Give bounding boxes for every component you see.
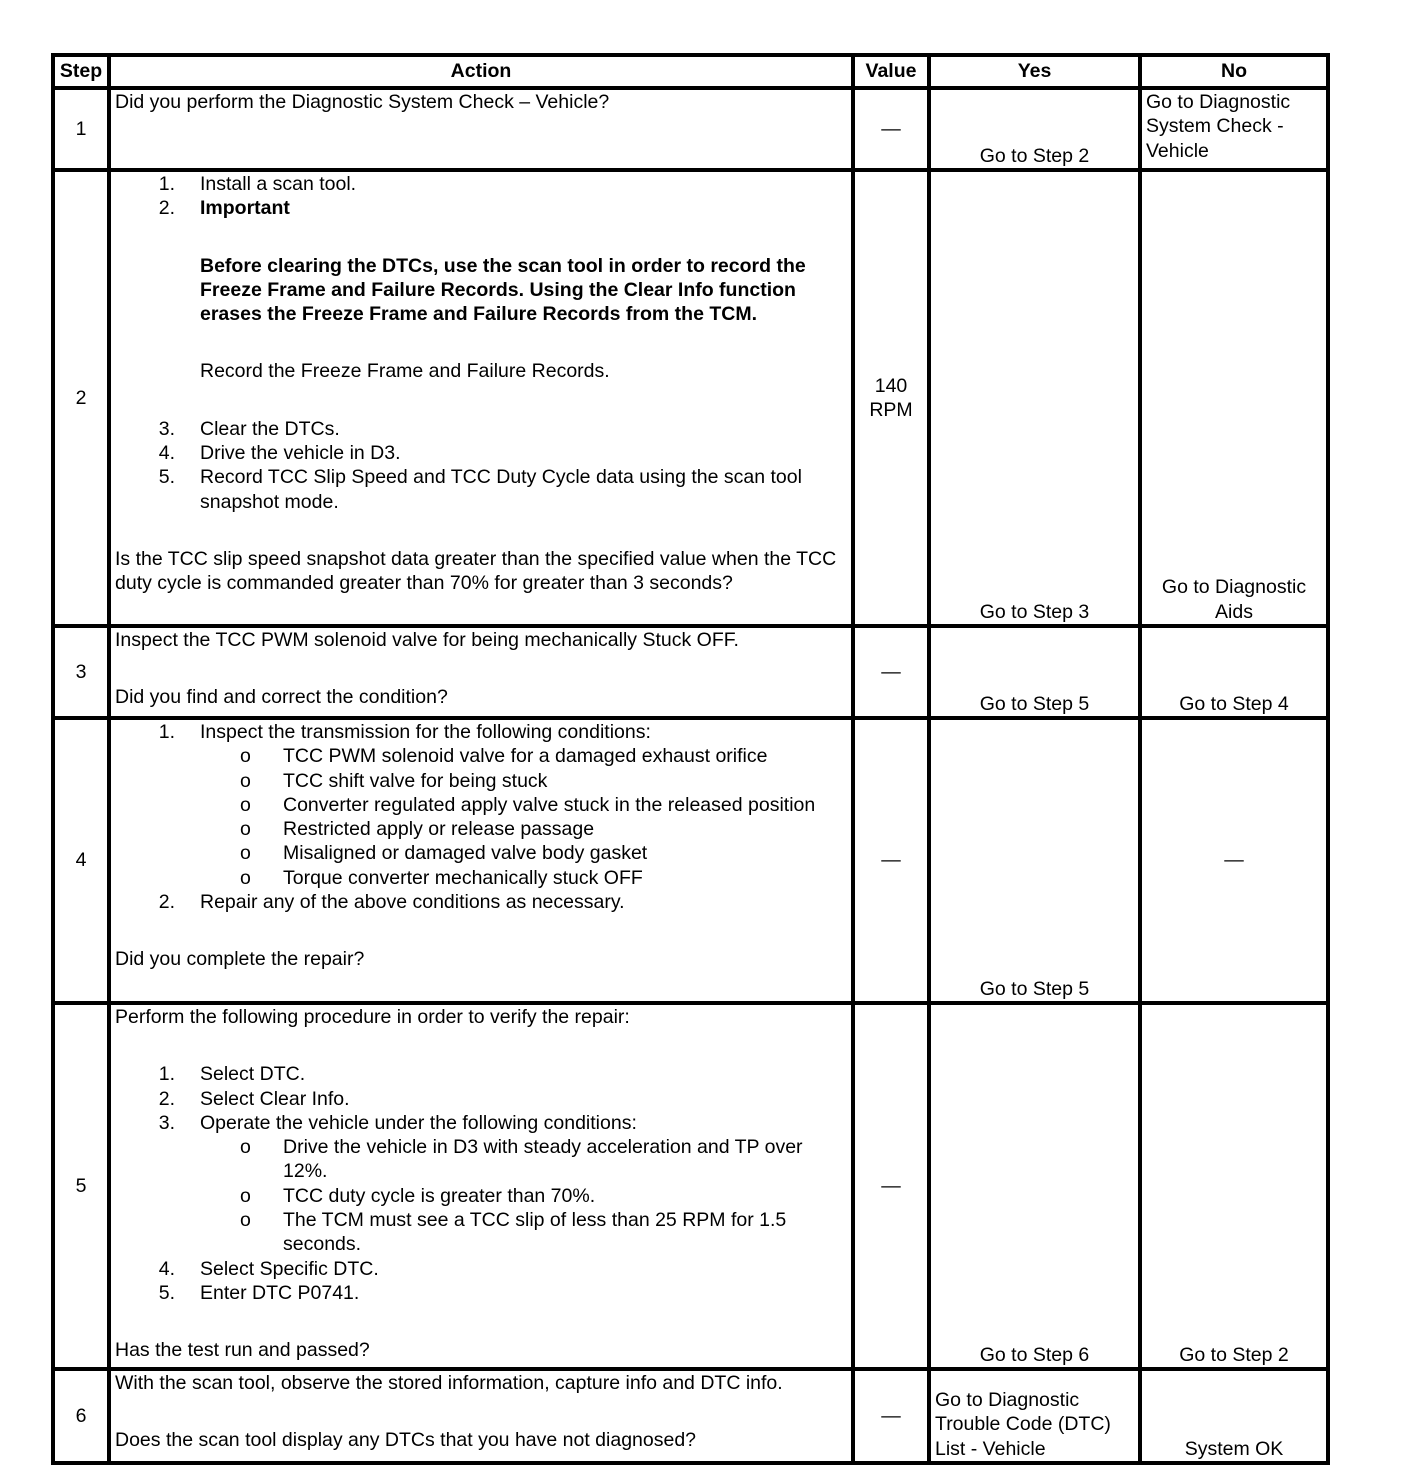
list-item: 4. Select Specific DTC. [158,1257,379,1280]
value-cell: — [853,88,929,170]
record-instruction: Record the Freeze Frame and Failure Records. [200,360,610,383]
yes-cell: Go to Step 5 [929,718,1140,1003]
no-cell: System OK [1140,1369,1328,1463]
list-item: 2. Repair any of the above conditions as necessary. [158,891,625,914]
list-item: 3. Clear the DTCs. [158,417,340,440]
step-number: 4 [53,718,109,1003]
list-item: 4. Drive the vehicle in D3. [158,442,401,465]
no-cell: Go to Step 4 [1140,626,1328,718]
no-cell: — [1140,718,1328,1003]
question: Does the scan tool display any DTCs that you have not diagnosed? [115,1429,697,1452]
no-cell: Go to Diagnostic System Check - Vehicle [1140,88,1328,170]
step-number: 1 [53,88,109,170]
condition-list [200,1135,847,1256]
action-cell: With the scan tool, observe the stored information, capture info and DTC info. Does the scan tool display any DTCs that you have not diagnosed? [109,1369,853,1463]
list-item: 1. Inspect the transmission for the following conditions: o TCC PWM solenoid valve for a damaged exhaust orifice o TCC shift valve for being stuck o Converter regulated apply valve stuck in the released position o Restricted apply or release passage o Misaligned or damaged valve body gasket o Torque converter mechanically stuck OFF [115,720,847,890]
important-label: Important [200,197,290,220]
header-action: Action [109,55,853,88]
table-row [53,626,1328,718]
header-value: Value [853,55,929,88]
list-item: o Torque converter mechanically stuck OFF [240,866,643,889]
header-step: Step [53,55,109,88]
question: Is the TCC slip speed snapshot data greater than the specified value when the TCC duty cycle is commanded greater than 70% for greater than 3 seconds? [115,547,837,595]
list-item: o Converter regulated apply valve stuck in the released position [240,793,816,816]
list-item: 2. Important Before clearing the DTCs, use the scan tool in order to record the Freeze Frame and Failure Records. Using the Clear Info function erases the Freeze Frame and Failure Records from the TCM. Record the Freeze Frame and Failure Records. [115,196,847,416]
yes-cell: Go to Step 2 [929,88,1140,170]
yes-cell: Go to Step 5 [929,626,1140,718]
action-cell [109,170,853,626]
list-item: 3. Operate the vehicle under the following conditions: o Drive the vehicle in D3 with steady acceleration and TP over 12%. o TCC duty cycle is greater than 70%. o The TCM must see a TCC slip of less than 25 RPM for 1.5 seconds. [115,1111,847,1257]
action-cell [109,718,853,1003]
header-yes: Yes [929,55,1140,88]
list-item: o TCC duty cycle is greater than 70%. [240,1184,596,1207]
value-cell: — [853,1003,929,1369]
action-cell: Did you perform the Diagnostic System Check – Vehicle? [109,88,853,170]
table-row [53,1003,1328,1369]
question: Has the test run and passed? [115,1339,370,1362]
step-number: 3 [53,626,109,718]
question: Did you complete the repair? [115,948,365,971]
action-cell: Perform the following procedure in order to verify the repair: 1. Select DTC. 2. Select Clear Info. 3. Operate the vehicle under the following conditions: o Drive the vehicle in D3 with steady acceleration and TP over 12%. o TCC duty cycle is greater than 70%. o The TCM must see a TCC slip of less than 25 RPM for 1.5 seconds. 4. Select Specific DTC. 5. Enter DTC P0741. Has the test run and passed? [109,1003,853,1369]
step-list [115,172,847,514]
list-item: 1. Install a scan tool. [158,173,357,195]
condition-list [200,744,847,890]
list-item: 2. Select Clear Info. [158,1087,350,1110]
table-row [53,1369,1328,1463]
step-number: 6 [53,1369,109,1463]
list-item: o Misaligned or damaged valve body gasket [240,842,648,865]
step-number: 2 [53,170,109,626]
list-item: 5. Enter DTC P0741. [158,1281,360,1304]
table-row [53,718,1328,1003]
step-number: 5 [53,1003,109,1369]
yes-cell: Go to Diagnostic Trouble Code (DTC) List - Vehicle [929,1369,1140,1463]
header-row [53,55,1328,88]
header-no: No [1140,55,1328,88]
value-cell: 140 RPM [853,170,929,626]
value-cell: — [853,626,929,718]
list-item: o Restricted apply or release passage [240,818,595,841]
question: Did you find and correct the condition? [115,686,448,709]
yes-cell: Go to Step 6 [929,1003,1140,1369]
list-item: o The TCM must see a TCC slip of less than 25 RPM for 1.5 seconds. [240,1209,787,1256]
yes-cell: Go to Step 3 [929,170,1140,626]
list-item: 5. Record TCC Slip Speed and TCC Duty Cycle data using the scan tool snapshot mode. [158,466,802,513]
step-list [115,1062,847,1305]
value-cell: — [853,1369,929,1463]
list-item: 1. Select DTC. [158,1063,306,1086]
diagnostic-table [51,53,1330,1465]
step-list [115,720,847,914]
list-item: o TCC shift valve for being stuck [240,769,548,792]
no-cell: Go to Step 2 [1140,1003,1328,1369]
important-note: Before clearing the DTCs, use the scan tool in order to record the Freeze Frame and Failure Records. Using the Clear Info function erases the Freeze Frame and Failure Records from the TCM. [200,254,806,326]
list-item: o TCC PWM solenoid valve for a damaged exhaust orifice [240,745,768,768]
action-cell: Inspect the TCC PWM solenoid valve for being mechanically Stuck OFF. Did you find and correct the condition? [109,626,853,718]
value-cell: — [853,718,929,1003]
table-row [53,88,1328,170]
list-item: o Drive the vehicle in D3 with steady acceleration and TP over 12%. [240,1136,803,1183]
table-row [53,170,1328,626]
no-cell: Go to Diagnostic Aids [1140,170,1328,626]
